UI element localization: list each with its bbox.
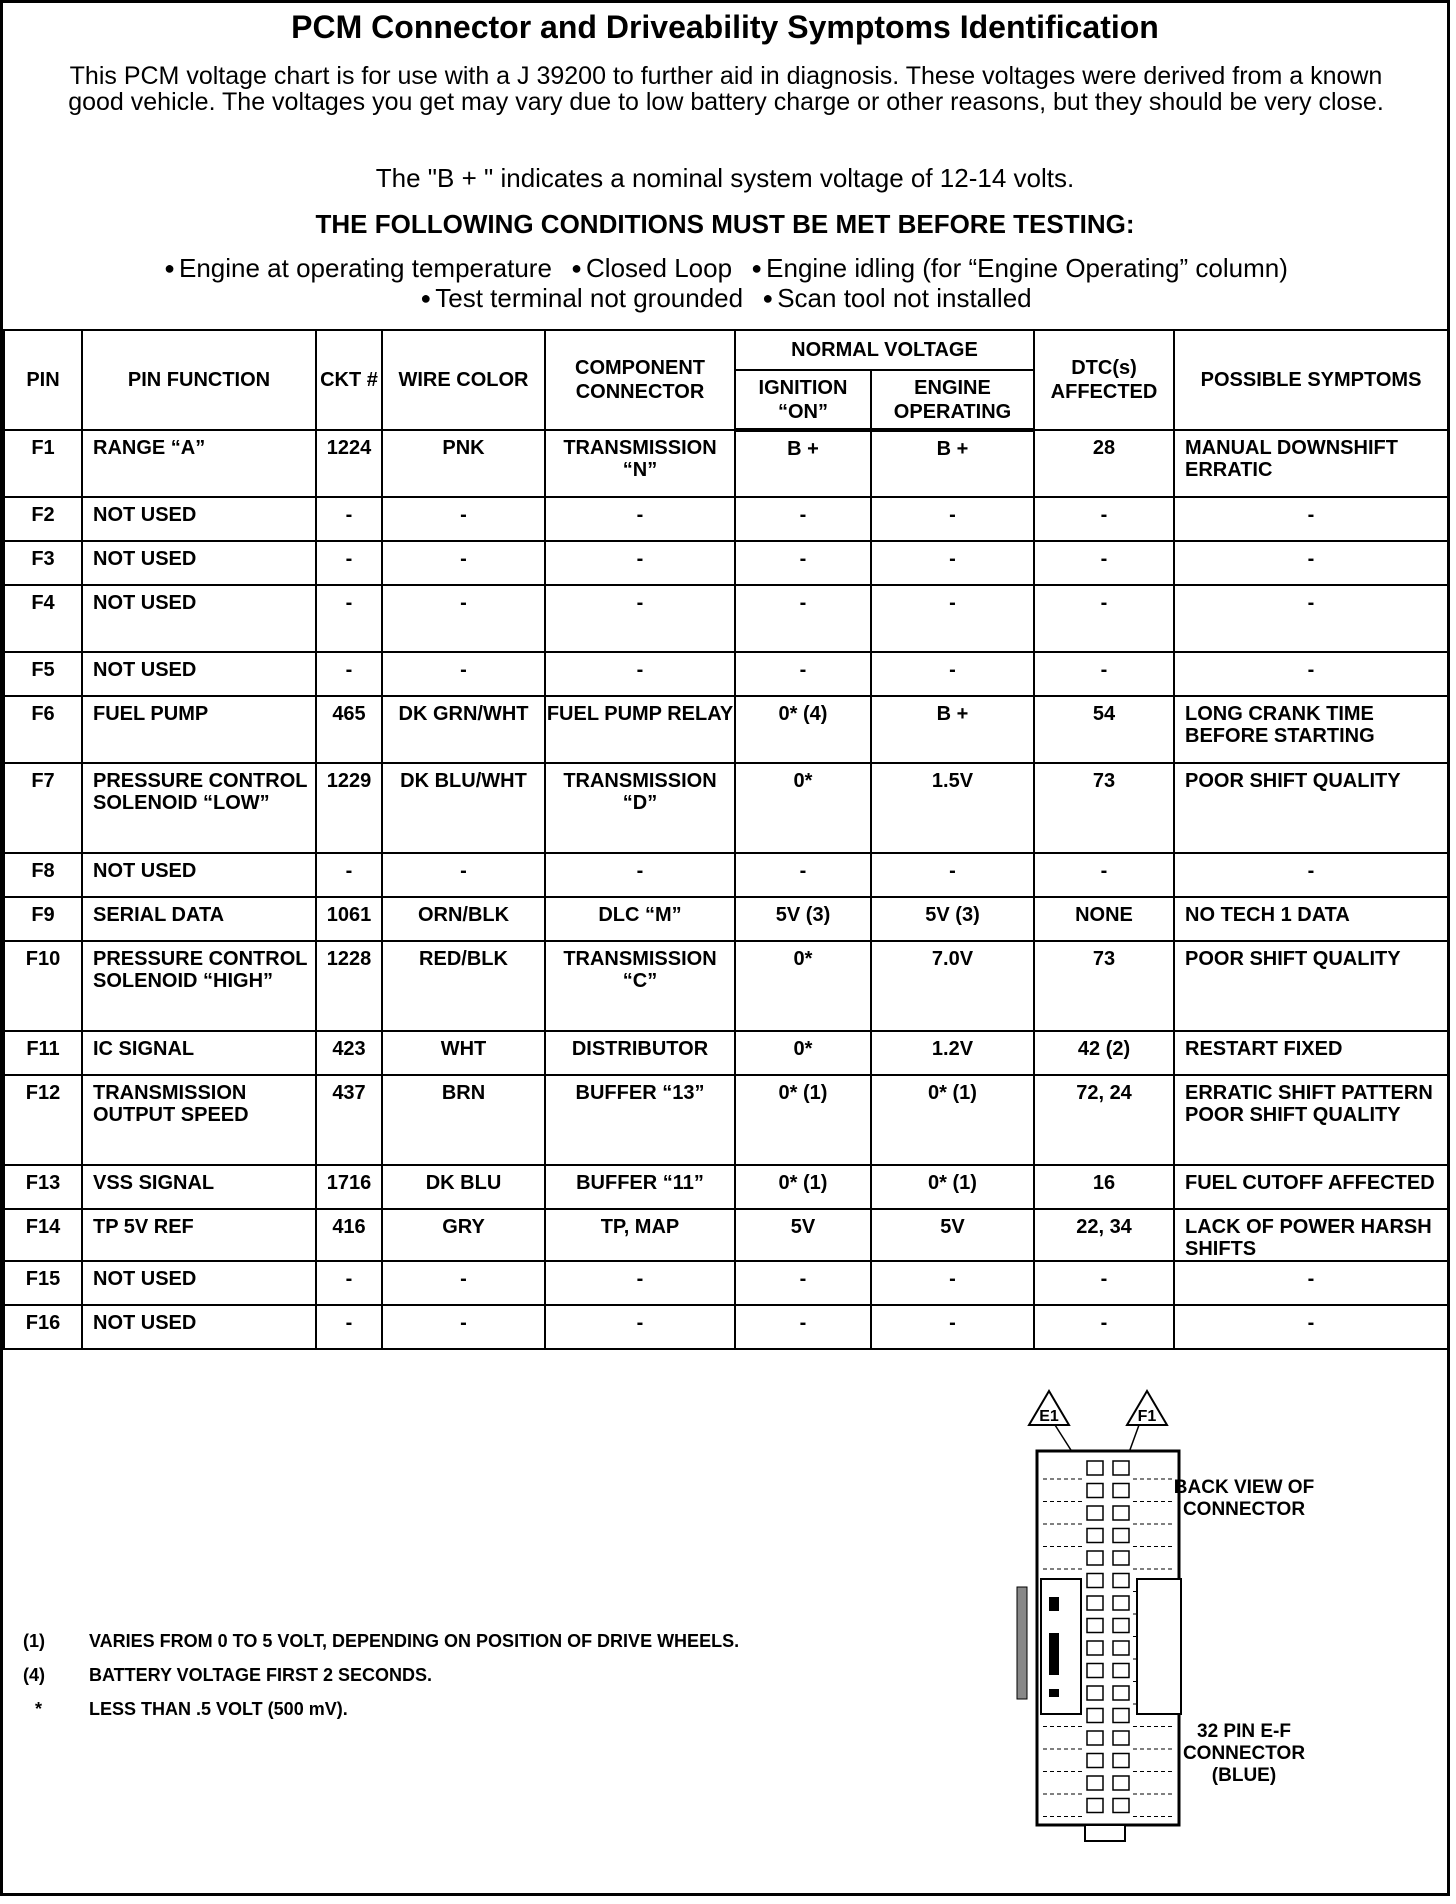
table-cell-engine-operating: - <box>871 541 1034 585</box>
table-cell-function: SERIAL DATA <box>82 897 316 941</box>
table-cell-engine-operating: 5V (3) <box>871 897 1034 941</box>
connector-pin <box>1087 1776 1103 1790</box>
table-cell-wire-color: - <box>382 541 545 585</box>
table-cell-component: - <box>545 1261 735 1305</box>
back-view-label: BACK VIEW OF CONNECTOR <box>1173 1477 1315 1520</box>
table-cell-dtc: 72, 24 <box>1034 1075 1174 1165</box>
table-cell-pin: F2 <box>4 497 82 541</box>
table-cell-wire-color: GRY <box>382 1209 545 1261</box>
table-cell-ignition-on: - <box>735 853 871 897</box>
table-cell-dtc: 16 <box>1034 1165 1174 1209</box>
table-cell-ignition-on: 5V <box>735 1209 871 1261</box>
table-cell-function: NOT USED <box>82 1305 316 1349</box>
e1-label: E1 <box>1039 1408 1059 1425</box>
header-pin-function: PIN FUNCTION <box>82 330 316 430</box>
table-cell-pin: F1 <box>4 430 82 497</box>
table-cell-symptoms: LACK OF POWER HARSH SHIFTS <box>1174 1209 1448 1261</box>
table-cell-ckt: - <box>316 1261 382 1305</box>
footnote: * LESS THAN .5 VOLT (500 mV). <box>35 1699 348 1719</box>
conditions-title: THE FOLLOWING CONDITIONS MUST BE MET BEFORE TESTING: <box>315 209 1135 239</box>
table-cell-ignition-on: 0* <box>735 763 871 853</box>
bplus-note: The "B + " indicates a nominal system voltage of 12-14 volts. <box>375 163 1075 193</box>
connector-pin <box>1113 1574 1129 1588</box>
table-row <box>4 1261 1448 1305</box>
table-cell-component: BUFFER “13” <box>545 1075 735 1165</box>
table-row <box>4 541 1448 585</box>
connector-pin <box>1087 1574 1103 1588</box>
table-cell-component: TRANSMISSION “D” <box>545 763 735 853</box>
table-row <box>4 585 1448 652</box>
condition-item: ● Scan tool not installed <box>762 283 1032 313</box>
table-cell-function: NOT USED <box>82 585 316 652</box>
connector-pin <box>1087 1664 1103 1678</box>
table-cell-engine-operating: 1.5V <box>871 763 1034 853</box>
connector-pin <box>1113 1506 1129 1520</box>
connector-pin <box>1113 1664 1129 1678</box>
table-cell-engine-operating: - <box>871 652 1034 696</box>
table-cell-engine-operating: 1.2V <box>871 1031 1034 1075</box>
table-cell-wire-color: WHT <box>382 1031 545 1075</box>
page-title: PCM Connector and Driveability Symptoms Identification <box>291 9 1159 45</box>
table-cell-pin: F9 <box>4 897 82 941</box>
table-cell-ignition-on: - <box>735 1261 871 1305</box>
table-cell-ckt: 1224 <box>316 430 382 497</box>
table-row <box>4 652 1448 696</box>
table-cell-dtc: - <box>1034 497 1174 541</box>
table-cell-ckt: - <box>316 497 382 541</box>
table-cell-ckt: - <box>316 1305 382 1349</box>
header-engine-operating: ENGINE OPERATING <box>871 370 1034 430</box>
table-cell-ckt: - <box>316 541 382 585</box>
table-cell-function: TP 5V REF <box>82 1209 316 1261</box>
table-cell-wire-color: - <box>382 1261 545 1305</box>
table-cell-function: NOT USED <box>82 853 316 897</box>
table-cell-ckt: - <box>316 585 382 652</box>
table-cell-engine-operating: - <box>871 585 1034 652</box>
header-ckt: CKT # <box>316 330 382 430</box>
connector-pin <box>1113 1799 1129 1813</box>
table-row <box>4 1031 1448 1075</box>
table-cell-pin: F5 <box>4 652 82 696</box>
condition-item: ● Engine idling (for “Engine Operating” column) <box>751 253 1288 283</box>
table-cell-engine-operating: - <box>871 1305 1034 1349</box>
table-cell-symptoms: RESTART FIXED <box>1174 1031 1448 1075</box>
table-row <box>4 1209 1448 1261</box>
table-cell-pin: F7 <box>4 763 82 853</box>
table-cell-wire-color: BRN <box>382 1075 545 1165</box>
connector-pin <box>1113 1619 1129 1633</box>
bullet-icon: ● <box>420 288 432 308</box>
pin-connector-label: 32 PIN E-F CONNECTOR (BLUE) <box>1182 1721 1306 1786</box>
table-cell-ignition-on: - <box>735 1305 871 1349</box>
table-cell-wire-color: ORN/BLK <box>382 897 545 941</box>
table-cell-function: PRESSURE CONTROL SOLENOID “LOW” <box>82 763 316 853</box>
table-cell-symptoms: LONG CRANK TIME BEFORE STARTING <box>1174 696 1448 763</box>
condition-item: ● Closed Loop <box>571 253 733 283</box>
table-cell-component: DLC “M” <box>545 897 735 941</box>
table-cell-ignition-on: - <box>735 652 871 696</box>
table-cell-wire-color: DK BLU/WHT <box>382 763 545 853</box>
table-cell-function: RANGE “A” <box>82 430 316 497</box>
table-cell-ignition-on: 5V (3) <box>735 897 871 941</box>
table-cell-engine-operating: - <box>871 497 1034 541</box>
connector-pin <box>1087 1799 1103 1813</box>
footnote: (4) BATTERY VOLTAGE FIRST 2 SECONDS. <box>23 1665 433 1685</box>
table-cell-ignition-on: - <box>735 497 871 541</box>
table-cell-component: TRANSMISSION “N” <box>545 430 735 497</box>
table-cell-pin: F14 <box>4 1209 82 1261</box>
table-cell-component: BUFFER “11” <box>545 1165 735 1209</box>
table-cell-ignition-on: B + <box>735 430 871 497</box>
connector-pin <box>1113 1641 1129 1655</box>
connector-pin <box>1087 1619 1103 1633</box>
table-row <box>4 1165 1448 1209</box>
condition-item: ● Test terminal not grounded <box>420 283 744 313</box>
table-cell-function: VSS SIGNAL <box>82 1165 316 1209</box>
connector-pin <box>1087 1484 1103 1498</box>
table-cell-engine-operating: - <box>871 853 1034 897</box>
pcm-voltage-table <box>3 329 1449 1350</box>
table-cell-ckt: 416 <box>316 1209 382 1261</box>
bullet-icon: ● <box>571 258 583 278</box>
table-cell-dtc: 42 (2) <box>1034 1031 1174 1075</box>
table-cell-engine-operating: 0* (1) <box>871 1075 1034 1165</box>
table-cell-ignition-on: 0* (1) <box>735 1075 871 1165</box>
connector-pin <box>1087 1596 1103 1610</box>
connector-pin <box>1087 1529 1103 1543</box>
connector-pin <box>1087 1551 1103 1565</box>
table-cell-dtc: - <box>1034 541 1174 585</box>
table-row <box>4 1075 1448 1165</box>
table-cell-function: NOT USED <box>82 497 316 541</box>
condition-item: ● Engine at operating temperature <box>164 253 552 283</box>
bullet-icon: ● <box>762 288 774 308</box>
table-cell-symptoms: - <box>1174 1305 1448 1349</box>
table-cell-ignition-on: 0* (4) <box>735 696 871 763</box>
table-cell-dtc: 73 <box>1034 941 1174 1031</box>
table-cell-ignition-on: - <box>735 541 871 585</box>
table-cell-dtc: - <box>1034 652 1174 696</box>
table-cell-symptoms: ERRATIC SHIFT PATTERN POOR SHIFT QUALITY <box>1174 1075 1448 1165</box>
table-cell-engine-operating: 5V <box>871 1209 1034 1261</box>
header-normal-voltage: NORMAL VOLTAGE <box>735 330 1034 370</box>
table-cell-ignition-on: 0* <box>735 1031 871 1075</box>
table-cell-component: - <box>545 541 735 585</box>
table-cell-dtc: 22, 34 <box>1034 1209 1174 1261</box>
table-cell-engine-operating: - <box>871 1261 1034 1305</box>
table-cell-dtc: - <box>1034 1261 1174 1305</box>
table-cell-dtc: 28 <box>1034 430 1174 497</box>
table-cell-pin: F3 <box>4 541 82 585</box>
table-cell-dtc: - <box>1034 1305 1174 1349</box>
table-cell-symptoms: - <box>1174 652 1448 696</box>
table-row <box>4 941 1448 1031</box>
table-cell-engine-operating: B + <box>871 430 1034 497</box>
table-cell-function: NOT USED <box>82 652 316 696</box>
table-cell-pin: F11 <box>4 1031 82 1075</box>
table-cell-function: NOT USED <box>82 541 316 585</box>
table-row <box>4 897 1448 941</box>
table-cell-dtc: 54 <box>1034 696 1174 763</box>
header-wire-color: WIRE COLOR <box>382 330 545 430</box>
table-cell-ckt: 1061 <box>316 897 382 941</box>
table-cell-function: FUEL PUMP <box>82 696 316 763</box>
table-cell-ckt: 465 <box>316 696 382 763</box>
table-row <box>4 430 1448 497</box>
table-cell-symptoms: POOR SHIFT QUALITY <box>1174 763 1448 853</box>
connector-pin <box>1087 1641 1103 1655</box>
table-cell-pin: F15 <box>4 1261 82 1305</box>
header-ignition-on: IGNITION “ON” <box>735 370 871 430</box>
table-cell-pin: F16 <box>4 1305 82 1349</box>
table-cell-pin: F10 <box>4 941 82 1031</box>
table-cell-wire-color: RED/BLK <box>382 941 545 1031</box>
table-cell-wire-color: - <box>382 652 545 696</box>
intro-text: This PCM voltage chart is for use with a J 39200 to further aid in diagnosis. These voltages were derived from a known good vehicle. The voltages you get may vary due to low battery charge or other reasons, but they should be very close. <box>68 62 1384 116</box>
connector-pin <box>1087 1686 1103 1700</box>
table-cell-ckt: - <box>316 853 382 897</box>
table-cell-pin: F13 <box>4 1165 82 1209</box>
table-cell-function: IC SIGNAL <box>82 1031 316 1075</box>
connector-pin <box>1113 1731 1129 1745</box>
table-cell-ckt: 1716 <box>316 1165 382 1209</box>
header-dtc: DTC(s) AFFECTED <box>1034 330 1174 430</box>
header-symptoms: POSSIBLE SYMPTOMS <box>1174 330 1448 430</box>
table-cell-symptoms: - <box>1174 497 1448 541</box>
connector-pin <box>1113 1551 1129 1565</box>
f1-label: F1 <box>1137 1408 1157 1425</box>
table-row <box>4 853 1448 897</box>
connector-pin <box>1087 1506 1103 1520</box>
table-cell-engine-operating: B + <box>871 696 1034 763</box>
table-cell-wire-color: - <box>382 497 545 541</box>
table-cell-function: TRANSMISSION OUTPUT SPEED <box>82 1075 316 1165</box>
table-row <box>4 497 1448 541</box>
table-cell-wire-color: PNK <box>382 430 545 497</box>
header-component: COMPONENT CONNECTOR <box>545 330 735 430</box>
connector-pin <box>1113 1484 1129 1498</box>
table-cell-pin: F12 <box>4 1075 82 1165</box>
table-row <box>4 1305 1448 1349</box>
table-cell-dtc: NONE <box>1034 897 1174 941</box>
table-cell-engine-operating: 0* (1) <box>871 1165 1034 1209</box>
table-cell-pin: F8 <box>4 853 82 897</box>
conditions-list <box>43 253 1409 313</box>
connector-pin <box>1113 1686 1129 1700</box>
table-cell-component: - <box>545 853 735 897</box>
bullet-icon: ● <box>751 258 763 278</box>
table-cell-symptoms: NO TECH 1 DATA <box>1174 897 1448 941</box>
table-cell-ignition-on: - <box>735 585 871 652</box>
connector-pin <box>1087 1754 1103 1768</box>
table-cell-symptoms: - <box>1174 853 1448 897</box>
footnotes <box>23 1631 739 1733</box>
connector-pin <box>1113 1754 1129 1768</box>
connector-pin <box>1113 1709 1129 1723</box>
connector-pin <box>1087 1461 1103 1475</box>
table-cell-ckt: 423 <box>316 1031 382 1075</box>
connector-diagram <box>1003 1389 1333 1849</box>
header <box>3 3 1447 327</box>
table-cell-dtc: 73 <box>1034 763 1174 853</box>
table-cell-wire-color: - <box>382 1305 545 1349</box>
table-cell-component: - <box>545 652 735 696</box>
header-pin: PIN <box>4 330 82 430</box>
table-cell-component: FUEL PUMP RELAY <box>545 696 735 763</box>
table-cell-symptoms: FUEL CUTOFF AFFECTED <box>1174 1165 1448 1209</box>
table-cell-symptoms: - <box>1174 585 1448 652</box>
table-cell-wire-color: - <box>382 585 545 652</box>
table-cell-wire-color: DK GRN/WHT <box>382 696 545 763</box>
table-cell-symptoms: - <box>1174 541 1448 585</box>
connector-pin <box>1113 1596 1129 1610</box>
table-cell-ignition-on: 0* (1) <box>735 1165 871 1209</box>
table-cell-ckt: 437 <box>316 1075 382 1165</box>
table-cell-function: PRESSURE CONTROL SOLENOID “HIGH” <box>82 941 316 1031</box>
table-cell-symptoms: MANUAL DOWNSHIFT ERRATIC <box>1174 430 1448 497</box>
table-cell-symptoms: - <box>1174 1261 1448 1305</box>
table-cell-dtc: - <box>1034 585 1174 652</box>
table-cell-ckt: 1228 <box>316 941 382 1031</box>
table-cell-component: - <box>545 497 735 541</box>
table-cell-ignition-on: 0* <box>735 941 871 1031</box>
connector-pin <box>1113 1776 1129 1790</box>
table-cell-ckt: 1229 <box>316 763 382 853</box>
connector-pin <box>1113 1461 1129 1475</box>
table-cell-component: DISTRIBUTOR <box>545 1031 735 1075</box>
table-cell-component: - <box>545 1305 735 1349</box>
table-cell-dtc: - <box>1034 853 1174 897</box>
table-cell-component: TRANSMISSION “C” <box>545 941 735 1031</box>
connector-pin <box>1113 1529 1129 1543</box>
footnote: (1) VARIES FROM 0 TO 5 VOLT, DEPENDING ON POSITION OF DRIVE WHEELS. <box>23 1631 740 1651</box>
table-row <box>4 763 1448 853</box>
table-row <box>4 696 1448 763</box>
table-cell-component: TP, MAP <box>545 1209 735 1261</box>
connector-pin <box>1087 1709 1103 1723</box>
table-cell-wire-color: DK BLU <box>382 1165 545 1209</box>
table-cell-pin: F6 <box>4 696 82 763</box>
table-cell-pin: F4 <box>4 585 82 652</box>
table-cell-component: - <box>545 585 735 652</box>
table-cell-symptoms: POOR SHIFT QUALITY <box>1174 941 1448 1031</box>
table-cell-ckt: - <box>316 652 382 696</box>
table-cell-wire-color: - <box>382 853 545 897</box>
bullet-icon: ● <box>164 258 175 278</box>
table-cell-function: NOT USED <box>82 1261 316 1305</box>
connector-pin <box>1087 1731 1103 1745</box>
table-cell-engine-operating: 7.0V <box>871 941 1034 1031</box>
